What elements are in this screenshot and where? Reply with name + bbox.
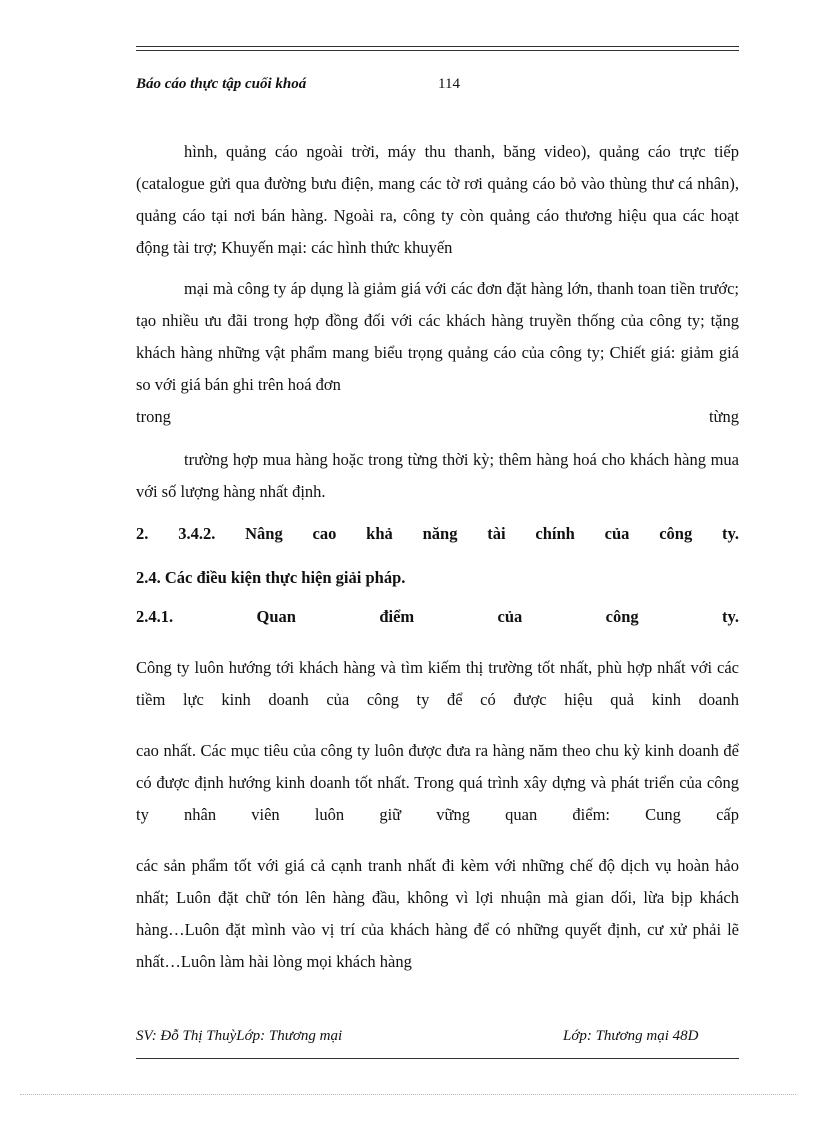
footer-class: Lớp: Thương mại 48D	[563, 1028, 699, 1044]
paragraph-text: các sản phẩm tốt với giá cả cạnh tranh nhất đi kèm với những chế độ dịch vụ hoàn hảo nhất; Luôn đặt chữ tón lên hàng đầu, không vì lợi nhuận mà gian dối, lừa bịp khách hàng…Luôn đặt mình vào vị trí của khách hàng để có những quyết định, cư xử phải lẽ nhất…Luôn làm hài lòng mọi khách hàng	[136, 856, 739, 971]
heading-text: 2. 3.4.2. Nâng cao khả năng tài chính của công ty.	[136, 524, 739, 543]
heading-viewpoint	[136, 601, 739, 633]
paragraph-split-line	[136, 401, 739, 433]
paragraph-objectives	[136, 735, 739, 831]
footer-rule	[136, 1058, 739, 1059]
page-edge-dotted	[20, 1094, 796, 1095]
page-number: 114	[438, 76, 460, 92]
split-word-right: từng	[708, 407, 739, 426]
paragraph-text: mại mà công ty áp dụng là giảm giá với các đơn đặt hàng lớn, thanh toan tiền trước; tạo nhiều ưu đãi trong hợp đồng đối với các khách hàng truyền thống của công ty; tặng khách hàng những vật phẩm mang biểu trọng quảng cáo của công ty; Chiết giá: giảm giá so với giá bán ghi trên hoá đơn	[136, 279, 739, 394]
heading-financial	[136, 518, 739, 550]
paragraph-customer-service	[136, 850, 739, 978]
heading-text: 2.4.1. Quan điểm của công ty.	[136, 607, 739, 626]
footer-student: SV: Đỗ Thị ThuỳLớp: Thương mại	[136, 1028, 343, 1044]
paragraph-text: Công ty luôn hướng tới khách hàng và tìm kiếm thị trường tốt nhất, phù hợp nhất với các tiềm lực kinh doanh của công ty để có được hiệu quả kinh doanh	[136, 658, 739, 709]
heading-text: 2.4. Các điều kiện thực hiện giải pháp.	[136, 568, 406, 587]
paragraph-text: cao nhất. Các mục tiêu của công ty luôn được đưa ra hàng năm theo chu kỳ kinh doanh để có được định hướng kinh doanh tốt nhất. Trong quá trình xây dựng và phát triển của công ty nhân viên luôn giữ vững quan điểm: Cung cấp	[136, 741, 739, 824]
report-title: Báo cáo thực tập cuối khoá	[136, 76, 307, 92]
paragraph-promotion	[136, 273, 739, 433]
paragraph-text: trường hợp mua hàng hoặc trong từng thời kỳ; thêm hàng hoá cho khách hàng mua với số lượng hàng nhất định.	[136, 450, 739, 501]
paragraph-text: hình, quảng cáo ngoài trời, máy thu thanh, băng video), quảng cáo trực tiếp (catalogue gửi qua đường bưu điện, mang các tờ rơi quảng cáo bỏ vào thùng thư cá nhân), quảng cáo tại nơi bán hàng. Ngoài ra, công ty còn quảng cáo thương hiệu qua các hoạt động tài trợ; Khuyến mại: các hình thức khuyến	[136, 142, 739, 257]
paragraph-advertising	[136, 136, 739, 264]
paragraph-company-direction	[136, 652, 739, 716]
header-rule-bottom	[136, 50, 739, 51]
header-rule-top	[136, 46, 739, 47]
heading-conditions	[136, 562, 739, 594]
paragraph-purchase	[136, 444, 739, 508]
page-header	[136, 76, 739, 98]
split-word-left: trong	[136, 407, 171, 426]
